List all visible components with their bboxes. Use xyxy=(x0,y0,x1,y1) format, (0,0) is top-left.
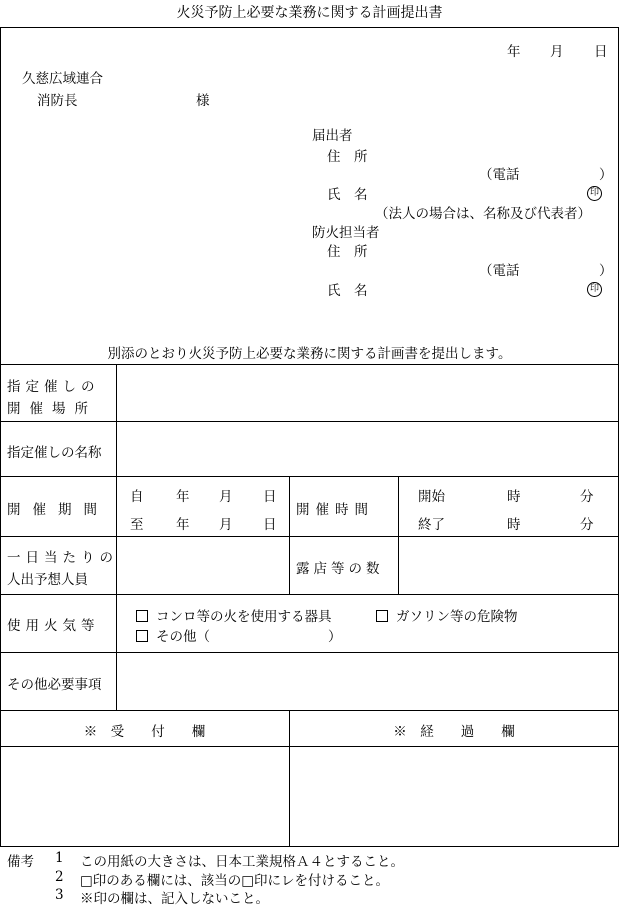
note-num: 1 xyxy=(55,850,64,866)
notifier-heading: 届出者 xyxy=(312,128,353,144)
event-name-input[interactable] xyxy=(117,422,617,475)
seal-icon: 印 xyxy=(587,282,602,297)
period-label: 開催期間 xyxy=(7,502,109,518)
fire-officer-phone-close: ） xyxy=(599,263,613,279)
notifier-name-label: 氏 名 xyxy=(327,187,368,203)
frame-top xyxy=(0,27,619,28)
time-end-hour: 時 xyxy=(507,517,521,533)
attendance-label-2: 人出予想人員 xyxy=(7,572,88,588)
time-label: 開催時間 xyxy=(296,502,374,518)
fire-officer-name-label: 氏 名 xyxy=(327,283,368,299)
note-text: ※印の欄は、記入しないこと。 xyxy=(80,891,269,907)
notes-heading: 備考 xyxy=(7,854,34,870)
seal-icon: 印 xyxy=(587,186,602,201)
note-text: この用紙の大きさは、日本工業規格Ａ４とすること。 xyxy=(80,854,404,870)
date-day: 日 xyxy=(594,44,608,60)
fire-officer-phone-open: （電話 xyxy=(479,263,520,279)
option-other-label: その他（ xyxy=(156,629,210,645)
note-num: 2 xyxy=(55,869,64,885)
venue-input[interactable] xyxy=(117,365,617,420)
option-stove-label: コンロ等の火を使用する器具 xyxy=(156,609,332,625)
checkbox[interactable] xyxy=(136,610,148,622)
stalls-label: 露店等の数 xyxy=(296,561,384,577)
form-title: 火災予防上必要な業務に関する計画提出書 xyxy=(176,5,443,21)
fire-officer-heading: 防火担当者 xyxy=(312,225,380,241)
option-other[interactable] xyxy=(136,625,210,645)
date-year: 年 xyxy=(507,44,521,60)
option-stove[interactable] xyxy=(136,605,332,625)
period-to-day: 日 xyxy=(263,517,277,533)
notifier-seal xyxy=(587,183,602,201)
attendance-input[interactable] xyxy=(117,537,288,593)
time-start-hour: 時 xyxy=(507,489,521,505)
addressee-org: 久慈広域連合 xyxy=(22,71,103,87)
venue-label-1: 指定催しの xyxy=(7,379,100,395)
period-to-year: 年 xyxy=(176,517,190,533)
time-start-label: 開始 xyxy=(418,489,445,505)
reception-header: ※ 受 付 欄 xyxy=(83,724,206,740)
notifier-phone-close: ） xyxy=(599,167,613,183)
other-matters-label: その他必要事項 xyxy=(7,677,102,693)
fire-officer-seal xyxy=(587,279,602,297)
statement: 別添のとおり火災予防上必要な業務に関する計画書を提出します。 xyxy=(107,346,512,362)
option-gasoline[interactable] xyxy=(376,605,518,625)
frame-bottom xyxy=(0,846,619,847)
date-month: 月 xyxy=(550,44,564,60)
period-from-day: 日 xyxy=(263,489,277,505)
period-from: 自 xyxy=(130,489,144,505)
period-to: 至 xyxy=(130,517,144,533)
corporate-note: （法人の場合は、名称及び代表者） xyxy=(375,206,591,222)
attendance-label-1: 一日当たりの xyxy=(7,550,118,566)
option-other-close: ） xyxy=(328,629,342,645)
venue-label-2: 開催場所 xyxy=(7,401,97,417)
stalls-input[interactable] xyxy=(399,537,617,593)
checkbox[interactable] xyxy=(376,610,388,622)
addressee-chief: 消防長 xyxy=(37,93,78,109)
period-to-month: 月 xyxy=(219,517,233,533)
checkbox[interactable] xyxy=(136,630,148,642)
fire-use-label: 使用火気等 xyxy=(7,618,100,634)
time-start-minute: 分 xyxy=(580,489,594,505)
note-num: 3 xyxy=(55,887,64,903)
fire-officer-address-label: 住 所 xyxy=(327,244,368,260)
event-name-label: 指定催しの名称 xyxy=(7,445,102,461)
time-end-minute: 分 xyxy=(580,517,594,533)
notifier-phone-open: （電話 xyxy=(479,167,520,183)
notifier-address-label: 住 所 xyxy=(327,149,368,165)
period-from-month: 月 xyxy=(219,489,233,505)
progress-header: ※ 経 過 欄 xyxy=(393,724,515,740)
other-matters-input[interactable] xyxy=(117,653,617,709)
addressee-honorific: 様 xyxy=(196,93,210,109)
time-end-label: 終了 xyxy=(418,517,445,533)
option-gasoline-label: ガソリン等の危険物 xyxy=(396,609,518,625)
note-text: □印のある欄には、該当の□印にレを付けること。 xyxy=(80,873,390,889)
period-from-year: 年 xyxy=(176,489,190,505)
